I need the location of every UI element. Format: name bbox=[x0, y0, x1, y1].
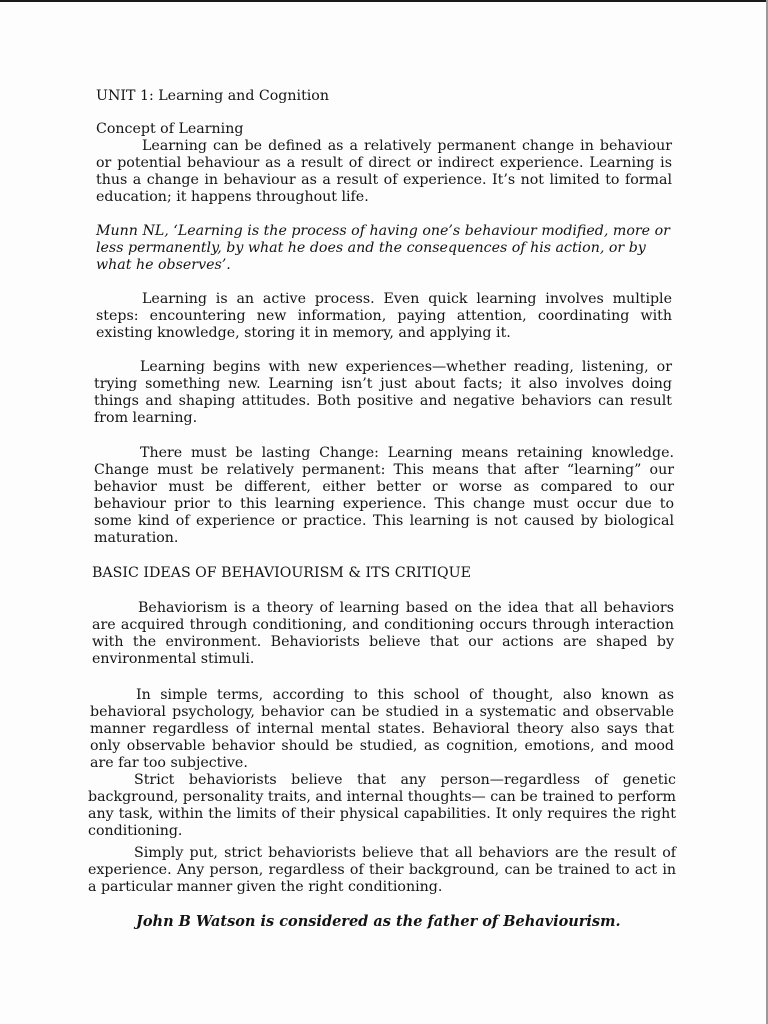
new-experiences-paragraph: Learning begins with new experiences—whether reading, listening, or trying something new. Learning isn’t just about facts; it also involves doing things and shaping attitudes. Both positive and negative behaviors can result from learning. bbox=[94, 359, 672, 426]
closing-statement: John B Watson is considered as the father of Behaviourism. bbox=[136, 913, 621, 930]
lasting-change-paragraph: There must be lasting Change: Learning means retaining knowledge. Change must be relatively permanent: This means that after “learning” our behavior must be different, either better or worse as compared to our behaviour prior to this learning experience. This change must occur due to some kind of experience or practice. This learning is not caused by biological maturation. bbox=[94, 445, 674, 546]
concept-heading: Concept of Learning bbox=[96, 121, 244, 137]
behaviourism-heading: BASIC IDEAS OF BEHAVIOURISM & ITS CRITIQUE bbox=[92, 565, 471, 581]
unit-title: UNIT 1: Learning and Cognition bbox=[96, 88, 329, 104]
concept-paragraph: Learning can be defined as a relatively permanent change in behaviour or potential behaviour as a result of direct or indirect experience. Learning is thus a change in behaviour as a result of experience. It’s not limited to formal education; it happens throughout life. bbox=[96, 138, 672, 205]
behaviorism-theory-paragraph: Behaviorism is a theory of learning based on the idea that all behaviors are acquired through conditioning, and conditioning occurs through interaction with the environment. Behaviorists believe that our actions are shaped by environmental stimuli. bbox=[92, 600, 674, 667]
strict-behaviorists-paragraph: Strict behaviorists believe that any person—regardless of genetic background, personality traits, and internal thoughts— can be trained to perform any task, within the limits of their physical capabilities. It only requires the right conditioning. bbox=[88, 772, 676, 839]
simply-put-paragraph: Simply put, strict behaviorists believe that all behaviors are the result of experience. Any person, regardless of their background, can be trained to act in a particular manner given the right conditioning. bbox=[88, 845, 676, 895]
simple-terms-paragraph: In simple terms, according to this school of thought, also known as behavioral psychology, behavior can be studied in a systematic and observable manner regardless of internal mental states. Behavioral theory also says that only observable behavior should be studied, as cognition, emotions, and mood are far too subjective. bbox=[90, 687, 674, 771]
active-process-paragraph: Learning is an active process. Even quick learning involves multiple steps: encountering new information, paying attention, coordinating with existing knowledge, storing it in memory, and applying it. bbox=[96, 291, 672, 341]
munn-quote: Munn NL, ‘Learning is the process of having one’s behaviour modified, more or less permanently, by what he does and the consequences of his action, or by what he observes’. bbox=[96, 223, 670, 273]
